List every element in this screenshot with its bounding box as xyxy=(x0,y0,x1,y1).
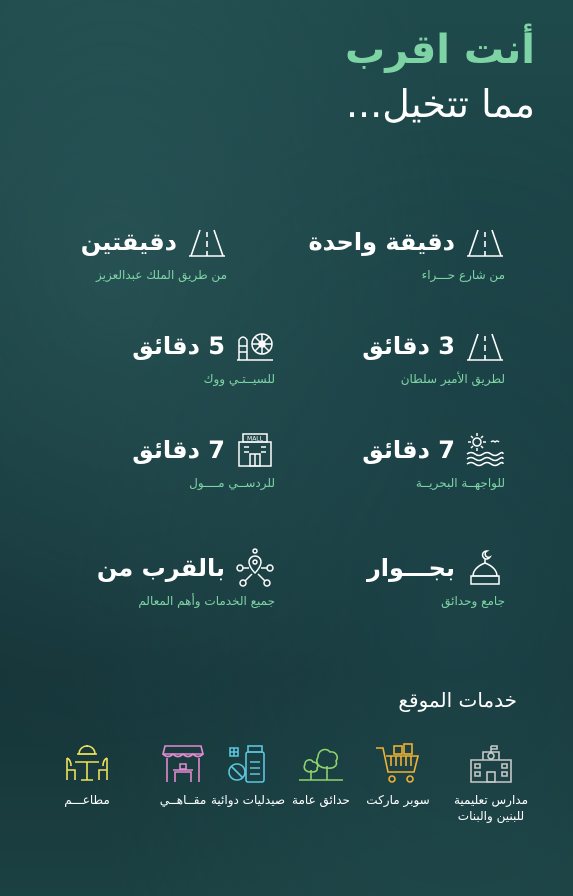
service-cafes xyxy=(143,742,223,808)
feature-subtitle: جميع الخدمات وأهم المعالم xyxy=(138,594,275,608)
feature-title: 7 دقائق xyxy=(132,436,225,464)
road-icon xyxy=(465,326,505,366)
service-label: مقــاهــي xyxy=(159,793,207,807)
feature-subtitle: من طريق الملك عبدالعزيز xyxy=(96,268,227,282)
service-label: صيدليات دوائية xyxy=(210,793,286,807)
feature-one-minute xyxy=(275,222,505,282)
shopping-cart-icon xyxy=(374,742,422,786)
services-title: خدمات الموقع xyxy=(398,688,517,712)
feature-subtitle: جامع وحدائق xyxy=(441,594,505,608)
headline-line2: مما تتخيل... xyxy=(345,82,535,126)
service-restaurants xyxy=(47,742,127,808)
feature-title: 5 دقائق xyxy=(132,332,225,360)
feature-subtitle: من شارع حـــراء xyxy=(421,268,505,282)
service-label: مدارس تعليمية للبنين والبنات xyxy=(453,793,529,824)
feature-title: دقيقتين xyxy=(80,228,177,256)
school-icon xyxy=(467,742,515,786)
svg-text:MALL: MALL xyxy=(247,435,263,443)
feature-title: دقيقة واحدة xyxy=(308,228,455,256)
feature-three-minutes xyxy=(275,326,505,386)
road-icon xyxy=(187,222,227,262)
feature-two-minutes xyxy=(0,222,227,282)
feature-five-minutes xyxy=(45,326,275,386)
feature-subtitle: للسيــتـي ووك xyxy=(203,372,275,386)
headline-line1: أنت اقرب xyxy=(345,27,535,73)
location-network-icon xyxy=(235,548,275,588)
feature-title: بجـــوار xyxy=(366,554,455,582)
amusement-park-icon xyxy=(235,326,275,366)
service-label: سوبر ماركت xyxy=(366,793,430,807)
pharmacy-icon xyxy=(224,742,272,786)
service-parks xyxy=(281,742,361,808)
seafront-icon xyxy=(465,430,505,470)
feature-title: 3 دقائق xyxy=(362,332,455,360)
feature-title: بالقرب من xyxy=(96,554,225,582)
feature-seven-minutes-seafront xyxy=(275,430,505,490)
feature-seven-minutes-mall xyxy=(45,430,275,490)
mosque-icon xyxy=(465,548,505,588)
service-label: مطاعـــم xyxy=(64,793,110,807)
service-schools xyxy=(451,742,531,824)
mall-icon xyxy=(235,430,275,470)
cafe-icon xyxy=(159,742,207,786)
restaurant-icon xyxy=(63,742,111,786)
feature-near xyxy=(45,548,275,608)
feature-subtitle: للردســي مــــول xyxy=(189,476,275,490)
service-label: حدائق عامة xyxy=(292,793,350,807)
headline xyxy=(345,28,535,126)
road-icon xyxy=(465,222,505,262)
feature-title: 7 دقائق xyxy=(362,436,455,464)
trees-icon xyxy=(297,742,345,786)
feature-subtitle: للواجهــة البحريــة xyxy=(415,476,505,490)
feature-subtitle: لطريق الأمير سلطان xyxy=(400,372,505,386)
feature-next-to xyxy=(275,548,505,608)
service-supermarket xyxy=(358,742,438,808)
